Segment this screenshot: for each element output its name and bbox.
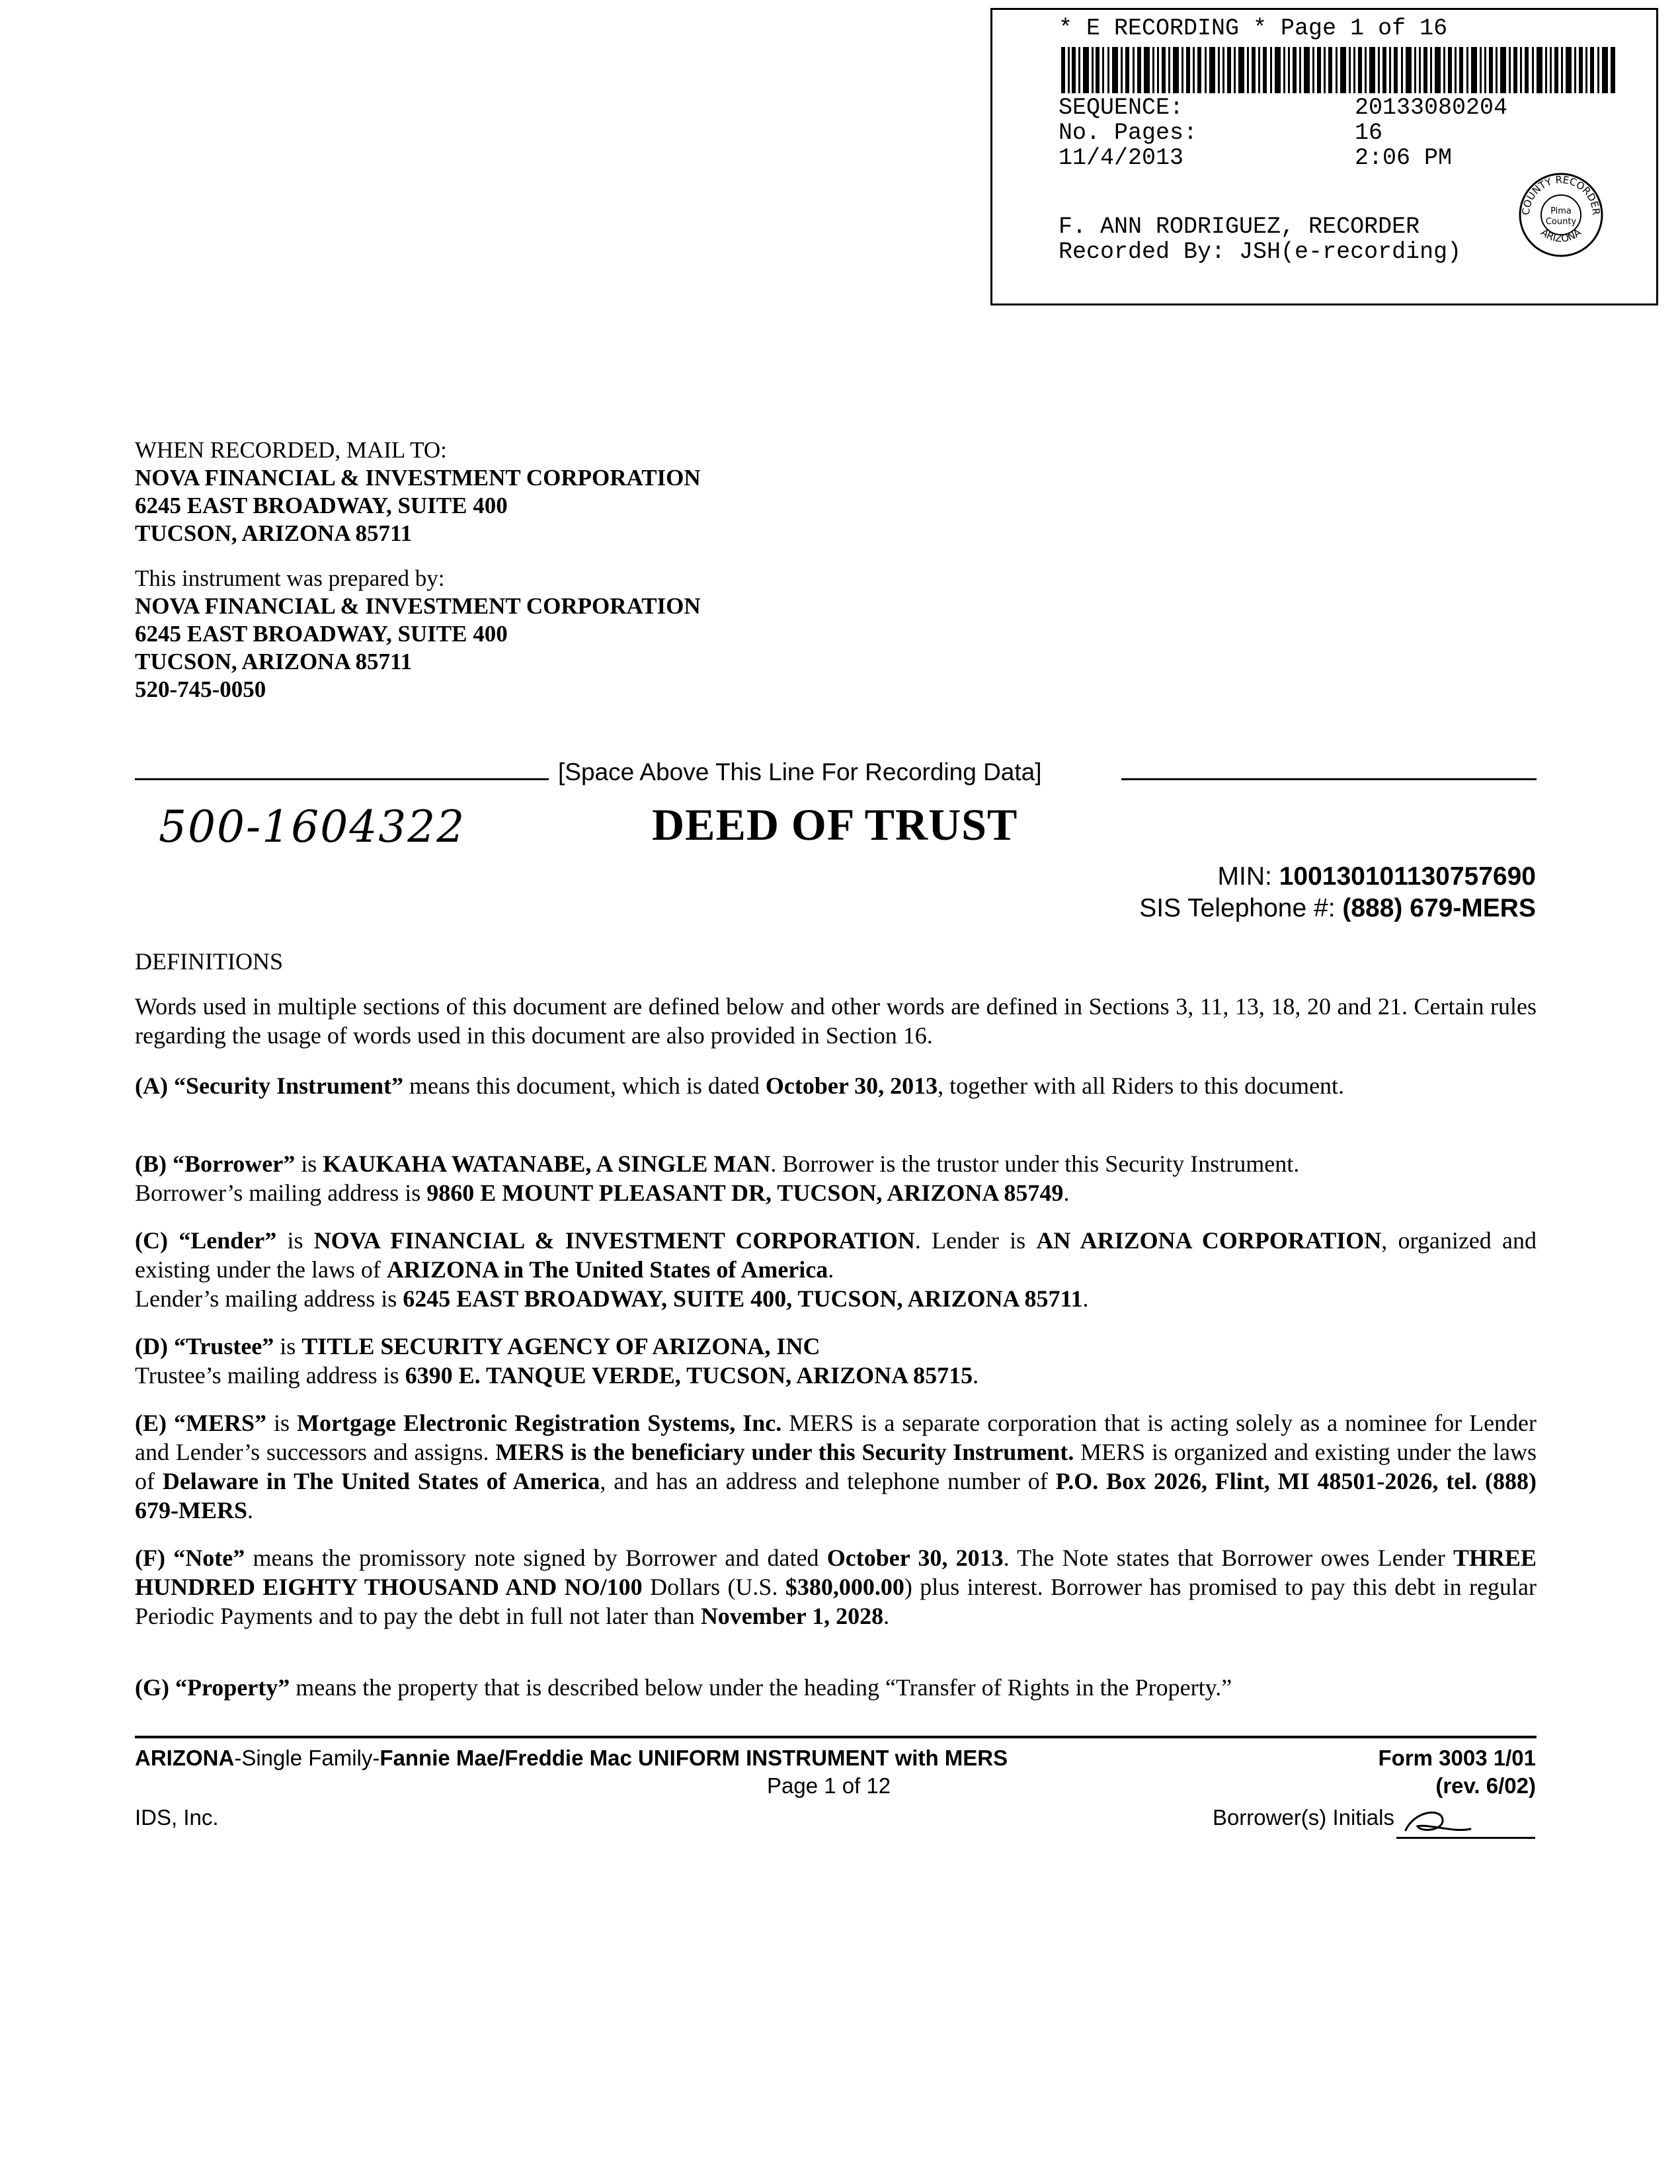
- definition-property: [135, 1673, 1537, 1702]
- def-f-text1: means the promissory note signed by Borrower and dated: [245, 1545, 827, 1571]
- handwritten-initials-icon: [1402, 1804, 1474, 1841]
- mail-to-block: [135, 436, 701, 547]
- def-d-text2: Trustee’s mailing address is: [135, 1362, 405, 1389]
- stamp-header: * E RECORDING * Page 1 of 16: [1059, 15, 1448, 42]
- min-label: MIN:: [1217, 862, 1279, 891]
- def-b-label: (B) “Borrower”: [135, 1151, 296, 1177]
- definitions-heading: DEFINITIONS: [135, 948, 283, 975]
- divider-rule-right: [1121, 778, 1537, 780]
- def-f-text2: . The Note states that Borrower owes Lender: [1003, 1545, 1453, 1571]
- sis-label: SIS Telephone #:: [1139, 894, 1343, 922]
- def-f-date: October 30, 2013: [826, 1545, 1004, 1571]
- def-g-label: (G) “Property”: [135, 1674, 290, 1701]
- sequence-value: 20133080204: [1355, 95, 1508, 121]
- recording-date: 11/4/2013: [1059, 145, 1184, 171]
- def-d-text1: is: [274, 1333, 302, 1359]
- prepared-by-line3: TUCSON, ARIZONA 85711: [135, 649, 413, 674]
- form-number: Form 3003 1/01: [1378, 1746, 1536, 1770]
- def-c-text2: . Lender is: [914, 1227, 1037, 1254]
- def-c-text6: .: [1082, 1285, 1089, 1312]
- def-e-label: (E) “MERS”: [135, 1410, 267, 1436]
- min-block: [1139, 861, 1536, 924]
- recorded-by: Recorded By: JSH(e-recording): [1059, 239, 1462, 265]
- initials-label: Borrower(s) Initials: [1212, 1805, 1394, 1830]
- definition-lender: [135, 1226, 1537, 1313]
- def-f-amount: $380,000.00: [785, 1574, 904, 1600]
- mail-to-line2: 6245 EAST BROADWAY, SUITE 400: [135, 493, 508, 518]
- def-c-text1: is: [276, 1227, 314, 1254]
- def-e-text3: MERS is organized and existing under the laws of: [135, 1439, 1537, 1494]
- county-seal-icon: [1515, 169, 1607, 261]
- svg-text:COUNTY RECORDER: COUNTY RECORDER: [1519, 173, 1603, 216]
- def-e-text2: MERS is a separate corporation that is acting solely as a nominee for Lender and Lender’s successors and assigns.: [135, 1410, 1537, 1465]
- svg-text:County: County: [1545, 217, 1577, 227]
- definition-note: [135, 1543, 1537, 1631]
- def-g-text1: means the property that is described below under the heading “Transfer of Rights in the Property.”: [290, 1674, 1232, 1701]
- footer-rule: [135, 1736, 1537, 1738]
- def-e-text4: , and has an address and telephone number of: [600, 1468, 1056, 1494]
- def-c-text3: , organized and existing under the laws of: [135, 1227, 1537, 1283]
- def-c-name: NOVA FINANCIAL & INVESTMENT CORPORATION: [313, 1227, 915, 1254]
- recorder-name: F. ANN RODRIGUEZ, RECORDER: [1059, 214, 1420, 240]
- def-b-text3: Borrower’s mailing address is: [135, 1180, 427, 1206]
- min-value: 100130101130757690: [1279, 862, 1536, 891]
- def-b-text1: is: [295, 1151, 323, 1177]
- def-c-jurisdiction: ARIZONA in The United States of America: [386, 1256, 828, 1283]
- def-e-text5: .: [247, 1497, 253, 1523]
- def-d-label: (D) “Trustee”: [135, 1333, 274, 1359]
- def-c-text5: Lender’s mailing address is: [135, 1285, 403, 1312]
- def-c-address: 6245 EAST BROADWAY, SUITE 400, TUCSON, ARIZONA 85711: [403, 1285, 1083, 1312]
- definition-security-instrument: [135, 1071, 1537, 1100]
- definition-trustee: [135, 1332, 1537, 1390]
- def-c-type: AN ARIZONA CORPORATION: [1036, 1227, 1382, 1254]
- def-d-name: TITLE SECURITY AGENCY OF ARIZONA, INC: [301, 1333, 820, 1359]
- def-b-name: KAUKAHA WATANABE, A SINGLE MAN: [323, 1151, 771, 1177]
- def-f-maturity: November 1, 2028: [700, 1603, 884, 1629]
- definitions-intro: Words used in multiple sections of this document are defined below and other words are defined in Sections 3, 11, 13, 18, 20 and 21. Certain rules regarding the usage of words used in this document are also provided in Section 16.: [135, 993, 1537, 1049]
- def-d-text3: .: [973, 1362, 979, 1389]
- barcode: [1061, 47, 1615, 93]
- def-f-text5: .: [883, 1603, 890, 1629]
- svg-text:Pima: Pima: [1550, 206, 1572, 216]
- def-a-date: October 30, 2013: [765, 1072, 938, 1099]
- definition-borrower: [135, 1149, 1537, 1207]
- def-a-label: (A) “Security Instrument”: [135, 1072, 403, 1099]
- form-revision: (rev. 6/02): [1435, 1773, 1536, 1798]
- mail-to-line1: NOVA FINANCIAL & INVESTMENT CORPORATION: [135, 465, 701, 491]
- sis-value: (888) 679-MERS: [1342, 894, 1536, 922]
- prepared-by-block: [135, 565, 701, 704]
- prepared-by-line1: NOVA FINANCIAL & INVESTMENT CORPORATION: [135, 593, 701, 619]
- handwritten-file-number: 500-1604322: [159, 801, 466, 852]
- document-title: DEED OF TRUST: [652, 799, 1018, 850]
- def-c-label: (C) “Lender”: [135, 1227, 277, 1254]
- prepared-by-phone: 520-745-0050: [135, 676, 266, 702]
- def-b-text4: .: [1063, 1180, 1070, 1206]
- def-c-text4: .: [828, 1256, 834, 1283]
- def-e-beneficiary: MERS is the beneficiary under this Security Instrument.: [495, 1439, 1074, 1465]
- def-a-text2: , together with all Riders to this document.: [938, 1072, 1345, 1099]
- page-number: Page 1 of 12: [767, 1773, 891, 1798]
- prepared-by-heading: This instrument was prepared by:: [135, 565, 445, 591]
- footer-form-desc-1: -Single Family-: [234, 1746, 380, 1770]
- def-b-text2: . Borrower is the trustor under this Security Instrument.: [770, 1151, 1300, 1177]
- footer-form-desc-2: Fannie Mae/Freddie Mac UNIFORM INSTRUMENT with MERS: [380, 1746, 1008, 1770]
- sequence-label: SEQUENCE:: [1059, 95, 1184, 121]
- def-e-contact: P.O. Box 2026, Flint, MI 48501-2026, tel. (888) 679-MERS: [135, 1468, 1537, 1523]
- vendor-name: IDS, Inc.: [135, 1805, 219, 1830]
- def-f-amount-words: THREE HUNDRED EIGHTY THOUSAND AND NO/100: [135, 1545, 1537, 1600]
- recording-stamp: [990, 8, 1658, 305]
- space-above-label: [Space Above This Line For Recording Data]: [558, 758, 1042, 786]
- def-f-label: (F) “Note”: [135, 1545, 245, 1571]
- mail-to-heading: WHEN RECORDED, MAIL TO:: [135, 437, 447, 463]
- recording-data-divider: [135, 756, 1537, 789]
- prepared-by-line2: 6245 EAST BROADWAY, SUITE 400: [135, 621, 508, 647]
- def-f-text4: ) plus interest. Borrower has promised to pay this debt in regular Periodic Payments and to pay the debt in full not later than: [135, 1574, 1537, 1629]
- def-d-address: 6390 E. TANQUE VERDE, TUCSON, ARIZONA 85715: [405, 1362, 973, 1389]
- recording-time: 2:06 PM: [1355, 145, 1453, 171]
- form-description: [135, 1744, 1008, 1772]
- def-b-address: 9860 E MOUNT PLEASANT DR, TUCSON, ARIZONA 85749: [426, 1180, 1064, 1206]
- definition-mers: [135, 1408, 1537, 1525]
- def-e-jurisdiction: Delaware in The United States of America: [162, 1468, 600, 1494]
- footer-state: ARIZONA: [135, 1746, 235, 1770]
- mail-to-line3: TUCSON, ARIZONA 85711: [135, 520, 413, 546]
- pages-label: No. Pages:: [1059, 120, 1198, 146]
- def-a-text1: means this document, which is dated: [403, 1072, 766, 1099]
- pages-value: 16: [1355, 120, 1383, 146]
- divider-rule-left: [135, 778, 549, 780]
- def-f-text3: Dollars (U.S.: [642, 1574, 785, 1600]
- def-e-name: Mortgage Electronic Registration Systems, Inc.: [297, 1410, 782, 1436]
- svg-text:ARIZONA: ARIZONA: [1539, 226, 1583, 245]
- def-e-text1: is: [266, 1410, 298, 1436]
